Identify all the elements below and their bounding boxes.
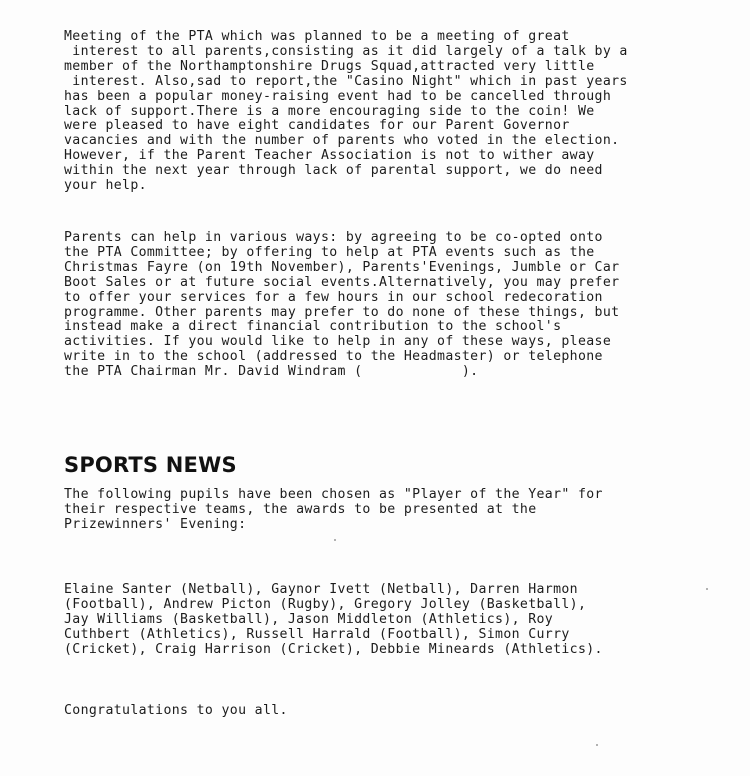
award-winners-list: Elaine Santer (Netball), Gaynor Ivett (Netball), Darren Harmon (Football), Andrew Picton (Rugby), Gregory Jolley (Basketball), Jay Williams (Basketball), Jason Middleton (Athletics), Roy Cuthbert (Athletics), Russell Harrald (Football), Simon Curry (Cricket), Craig Harrison (Cricket), Debbie Mineards (Athletics). <box>64 582 603 657</box>
congratulations-line: Congratulations to you all. <box>64 703 288 718</box>
scan-speck <box>334 539 336 541</box>
parents-help-paragraph: Parents can help in various ways: by agreeing to be co-opted onto the PTA Committee; by offering to help at PTA events such as the Christmas Fayre (on 19th November), Parents'Evenings, Jumble or Car Boot Sales or at future social events.Alternatively, you may prefer to offer your services for a few hours in our school redecoration programme. Other parents may prefer to do none of these things, but instead make a direct financial contribution to the school's activities. If you would like to help in any of these ways, please write in to the school (addressed to the Headmaster) or telephone the PTA Chairman Mr. David Windram ( ). <box>64 230 620 380</box>
scan-speck <box>706 588 708 590</box>
pta-meeting-paragraph: Meeting of the PTA which was planned to be a meeting of great interest to all parents,consisting as it did largely of a talk by a member of the Northamptonshire Drugs Squad,attracted very little interest. Also,sad to report,the "Casino Night" which in past years has been a popular money-raising event had to be cancelled through lack of support.There is a more encouraging side to the coin! We were pleased to have eight candidates for our Parent Governor vacancies and with the number of parents who voted in the election. However, if the Parent Teacher Association is not to wither away within the next year through lack of parental support, we do need your help. <box>64 29 628 194</box>
sports-news-heading: SPORTS NEWS <box>64 453 237 477</box>
player-of-year-intro: The following pupils have been chosen as "Player of the Year" for their respective teams, the awards to be presented at the Prizewinners' Evening: <box>64 487 603 532</box>
scan-speck <box>596 744 598 746</box>
